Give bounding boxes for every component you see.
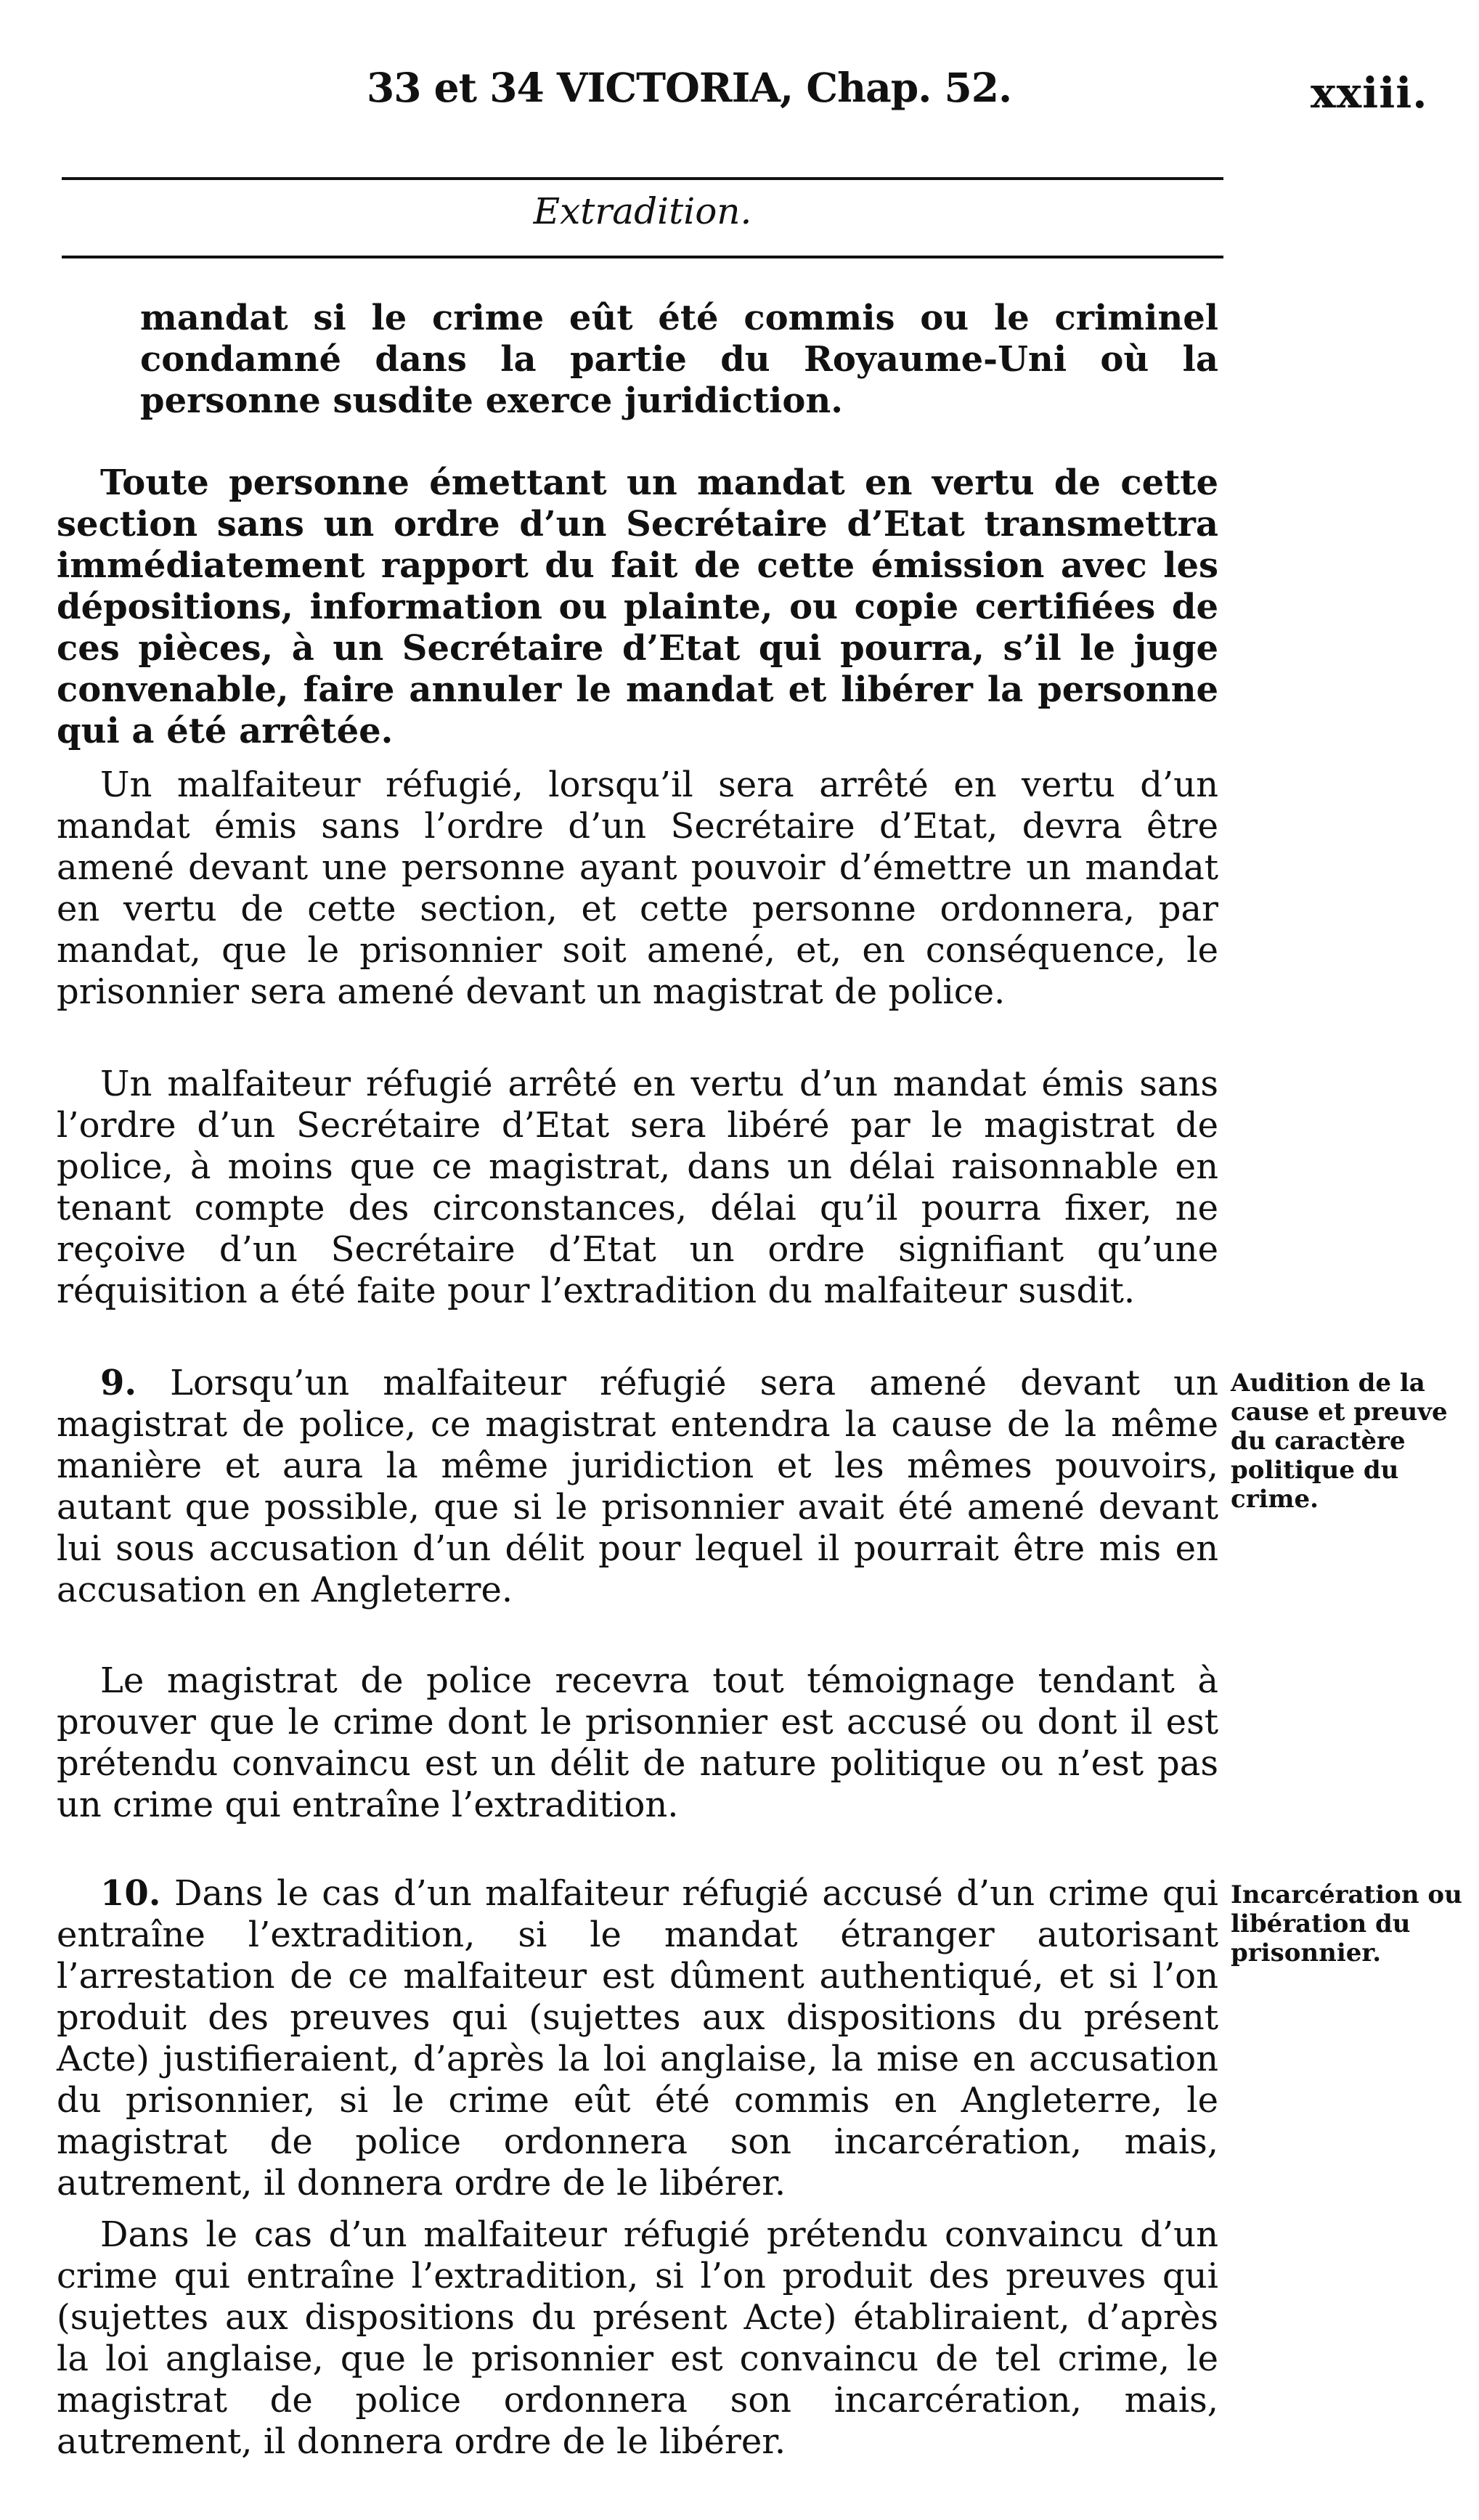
header-title: 33 et 34 VICTORIA, Chap. 52. bbox=[367, 64, 1012, 111]
paragraph-release-condition: Un malfaiteur réfugié arrêté en vertu d’un mandat émis sans l’ordre d’un Secrétaire d’Etat sera libéré par le magistrat de police, à moins que ce magistrat, dans un délai raisonnable en tenant compte des circonstances, délai qu’il pourra fixer, ne reçoive d’un Secrétaire d’Etat un ordre signifiant qu’une réquisition a été faite pour l’extradition du malfaiteur susdit. bbox=[57, 1064, 1218, 1311]
margin-note-committal: Incarcération ou libération du prisonnier. bbox=[1231, 1880, 1462, 1968]
paragraph-convicted-fugitive: Dans le cas d’un malfaiteur réfugié prétendu convaincu d’un crime qui entraîne l’extradition, si l’on produit des preuves qui (sujettes aux dispositions du présent Acte) établiraient, d’après la loi anglaise, que le prisonnier est convaincu de tel crime, le magistrat de police ordonnera son incarcération, mais, autrement, il donnera ordre de le libérer. bbox=[57, 2214, 1218, 2462]
paragraph-political-evidence: Le magistrat de police recevra tout témoignage tendant à prouver que le crime dont le prisonnier est accusé ou dont il est prétendu convaincu est un délit de nature politique ou n’est pas un crime qui entraîne l’extradition. bbox=[57, 1660, 1218, 1825]
section-number-10: 10. bbox=[100, 1873, 161, 1914]
running-header bbox=[0, 57, 1479, 129]
section-10-text: Dans le cas d’un malfaiteur réfugié accusé d’un crime qui entraîne l’extradition, si le mandat étranger autorisant l’arrestation de ce malfaiteur est dûment authentiqué, et si l’on produit des preuves qui (sujettes aux dispositions du présent Acte) justifieraient, d’après la loi anglaise, la mise en accusation du prisonnier, si le crime eût été commis en Angleterre, le magistrat de police ordonnera son incarcération, mais, autrement, il donnera ordre de le libérer. bbox=[57, 1873, 1219, 2203]
section-title: Extradition. bbox=[533, 190, 752, 232]
section-9-text: Lorsqu’un malfaiteur réfugié sera amené devant un magistrat de police, ce magistrat entendra la cause de la même manière et aura la même juridiction et les mêmes pouvoirs, autant que possible, que si le prisonnier avait été amené devant lui sous accusation d’un délit pour lequel il pourrait être mis en accusation en Angleterre. bbox=[57, 1363, 1218, 1610]
page-number: xxiii. bbox=[1311, 68, 1428, 118]
continued-paragraph: mandat si le crime eût été commis ou le criminel condamné dans la partie du Royaume-Uni où la personne susdite exerce juridiction. bbox=[140, 298, 1218, 421]
section-10-paragraph bbox=[57, 1873, 1218, 2204]
section-number-9: 9. bbox=[100, 1363, 137, 1403]
section-9-paragraph bbox=[57, 1363, 1218, 1611]
margin-note-hearing: Audition de la cause et preuve du caractère politique du crime. bbox=[1231, 1369, 1448, 1514]
header-rule-top bbox=[62, 177, 1223, 180]
header-rule-bottom bbox=[62, 256, 1223, 258]
paragraph-arrest-procedure: Un malfaiteur réfugié, lorsqu’il sera arrêté en vertu d’un mandat émis sans l’ordre d’un Secrétaire d’Etat, devra être amené devant une personne ayant pouvoir d’émettre un mandat en vertu de cette section, et cette personne ordonnera, par mandat, que le prisonnier soit amené, et, en conséquence, le prisonnier sera amené devant un magistrat de police. bbox=[57, 764, 1218, 1012]
paragraph-warrant-report: Toute personne émettant un mandat en vertu de cette section sans un ordre d’un Secrétaire d’Etat transmettra immédiatement rapport du fait de cette émission avec les dépositions, information ou plainte, ou copie certifiées de ces pièces, à un Secrétaire d’Etat qui pourra, s’il le juge convenable, faire annuler le mandat et libérer la personne qui a été arrêtée. bbox=[57, 462, 1218, 751]
